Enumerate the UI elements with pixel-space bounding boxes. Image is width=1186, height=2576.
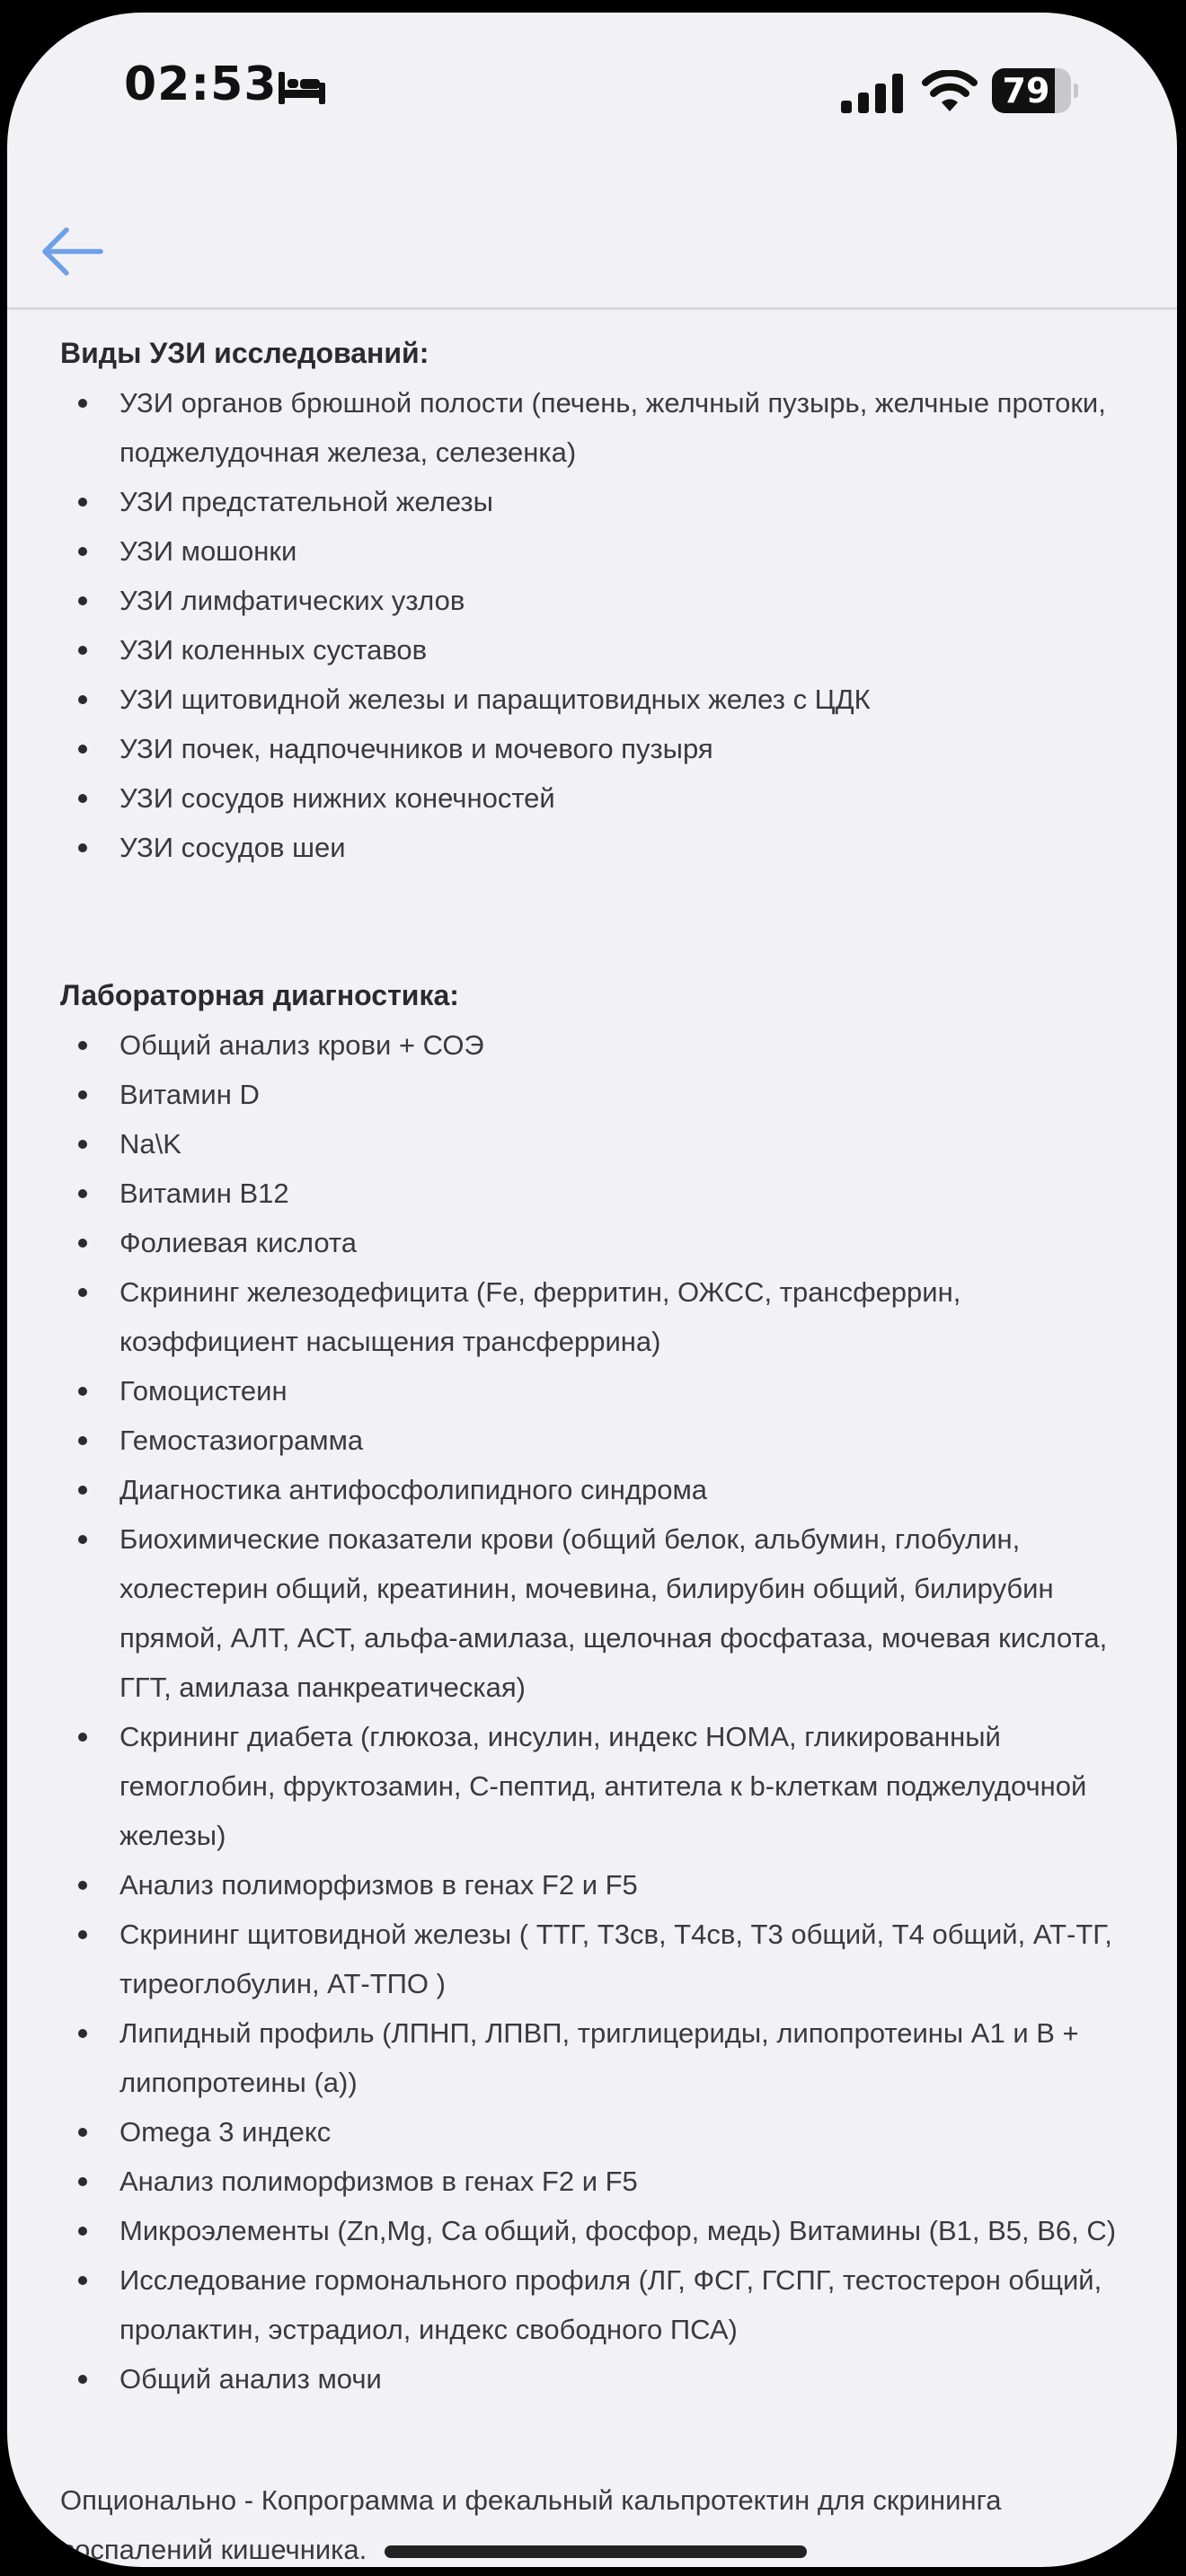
sleep-bed-icon bbox=[277, 70, 327, 106]
status-time: 02:53 bbox=[124, 57, 278, 111]
list-item: Липидный профиль (ЛПНП, ЛПВП, триглицериды, липопротеины А1 и В + липопротеины (а)) bbox=[60, 2008, 1141, 2107]
list-item: УЗИ мошонки bbox=[60, 526, 1141, 576]
list-item: Фолиевая кислота bbox=[60, 1218, 1141, 1267]
ultrasound-list bbox=[60, 378, 1141, 872]
list-item: Анализ полиморфизмов в генах F2 и F5 bbox=[60, 1860, 1141, 1910]
list-item: УЗИ лимфатических узлов bbox=[60, 576, 1141, 625]
battery-icon bbox=[992, 68, 1078, 113]
list-item: УЗИ сосудов шеи bbox=[60, 823, 1141, 872]
list-item: УЗИ коленных суставов bbox=[60, 625, 1141, 675]
list-item: Скрининг железодефицита (Fe, ферритин, ОЖСС, трансферрин, коэффициент насыщения трансферрина) bbox=[60, 1267, 1141, 1366]
list-item: Общий анализ крови + СОЭ bbox=[60, 1020, 1141, 1070]
list-item: Гомоцистеин bbox=[60, 1366, 1141, 1416]
back-arrow-icon[interactable] bbox=[36, 225, 108, 278]
lab-section-title: Лабораторная диагностика: bbox=[60, 979, 459, 1011]
navigation-bar bbox=[7, 174, 1177, 310]
status-bar bbox=[7, 13, 1177, 174]
list-item: Na\K bbox=[60, 1119, 1141, 1169]
ultrasound-section-title: Виды УЗИ исследований: bbox=[60, 337, 429, 369]
list-item: УЗИ органов брюшной полости (печень, желчный пузырь, желчные протоки, поджелудочная железа, селезенка) bbox=[60, 378, 1141, 477]
list-item: Скрининг щитовидной железы ( ТТГ, Т3св, Т4св, Т3 общий, Т4 общий, АТ-ТГ, тиреоглобулин, АТ-ТПО ) bbox=[60, 1910, 1141, 2008]
optional-note: Опционально - Копрограмма и фекальный кальпротектин для скрининга воспалений кишечника. bbox=[60, 2484, 1002, 2565]
list-item: УЗИ щитовидной железы и паращитовидных желез с ЦДК bbox=[60, 675, 1141, 724]
lab-diagnostics-list bbox=[60, 1020, 1141, 2404]
cellular-signal-icon bbox=[841, 74, 904, 113]
list-item: Анализ полиморфизмов в генах F2 и F5 bbox=[60, 2157, 1141, 2206]
list-item: Биохимические показатели крови (общий белок, альбумин, глобулин, холестерин общий, креатинин, мочевина, билирубин общий, билирубин прямой, АЛТ, АСТ, альфа-амилаза, щелочная фосфатаза, мочевая кислота, ГГТ, амилаза панкреатическая) bbox=[60, 1514, 1141, 1712]
list-item: Общий анализ мочи bbox=[60, 2354, 1141, 2404]
wifi-icon bbox=[922, 70, 978, 111]
list-item: Диагностика антифосфолипидного синдрома bbox=[60, 1465, 1141, 1514]
list-item: Скрининг диабета (глюкоза, инсулин, индекс HOMA, гликированный гемоглобин, фруктозамин, С-пептид, антитела к b-клеткам поджелудочной железы) bbox=[60, 1712, 1141, 1860]
list-item: Микроэлементы (Zn,Mg, Ca общий, фосфор, медь) Витамины (В1, В5, В6, С) bbox=[60, 2206, 1141, 2255]
phone-screen bbox=[7, 13, 1177, 2567]
list-item: Omega 3 индекс bbox=[60, 2107, 1141, 2157]
article-content bbox=[60, 329, 1141, 2567]
list-item: УЗИ почек, надпочечников и мочевого пузыря bbox=[60, 724, 1141, 773]
list-item: Витамин B12 bbox=[60, 1169, 1141, 1218]
list-item: Исследование гормонального профиля (ЛГ, ФСГ, ГСПГ, тестостерон общий, пролактин, эстрадиол, индекс свободного ПСА) bbox=[60, 2255, 1141, 2354]
battery-level: 79 bbox=[1002, 71, 1050, 110]
list-item: Гемостазиограмма bbox=[60, 1416, 1141, 1465]
list-item: Витамин D bbox=[60, 1070, 1141, 1119]
list-item: УЗИ предстательной железы bbox=[60, 477, 1141, 526]
home-indicator[interactable] bbox=[385, 2545, 807, 2558]
list-item: УЗИ сосудов нижних конечностей bbox=[60, 773, 1141, 823]
